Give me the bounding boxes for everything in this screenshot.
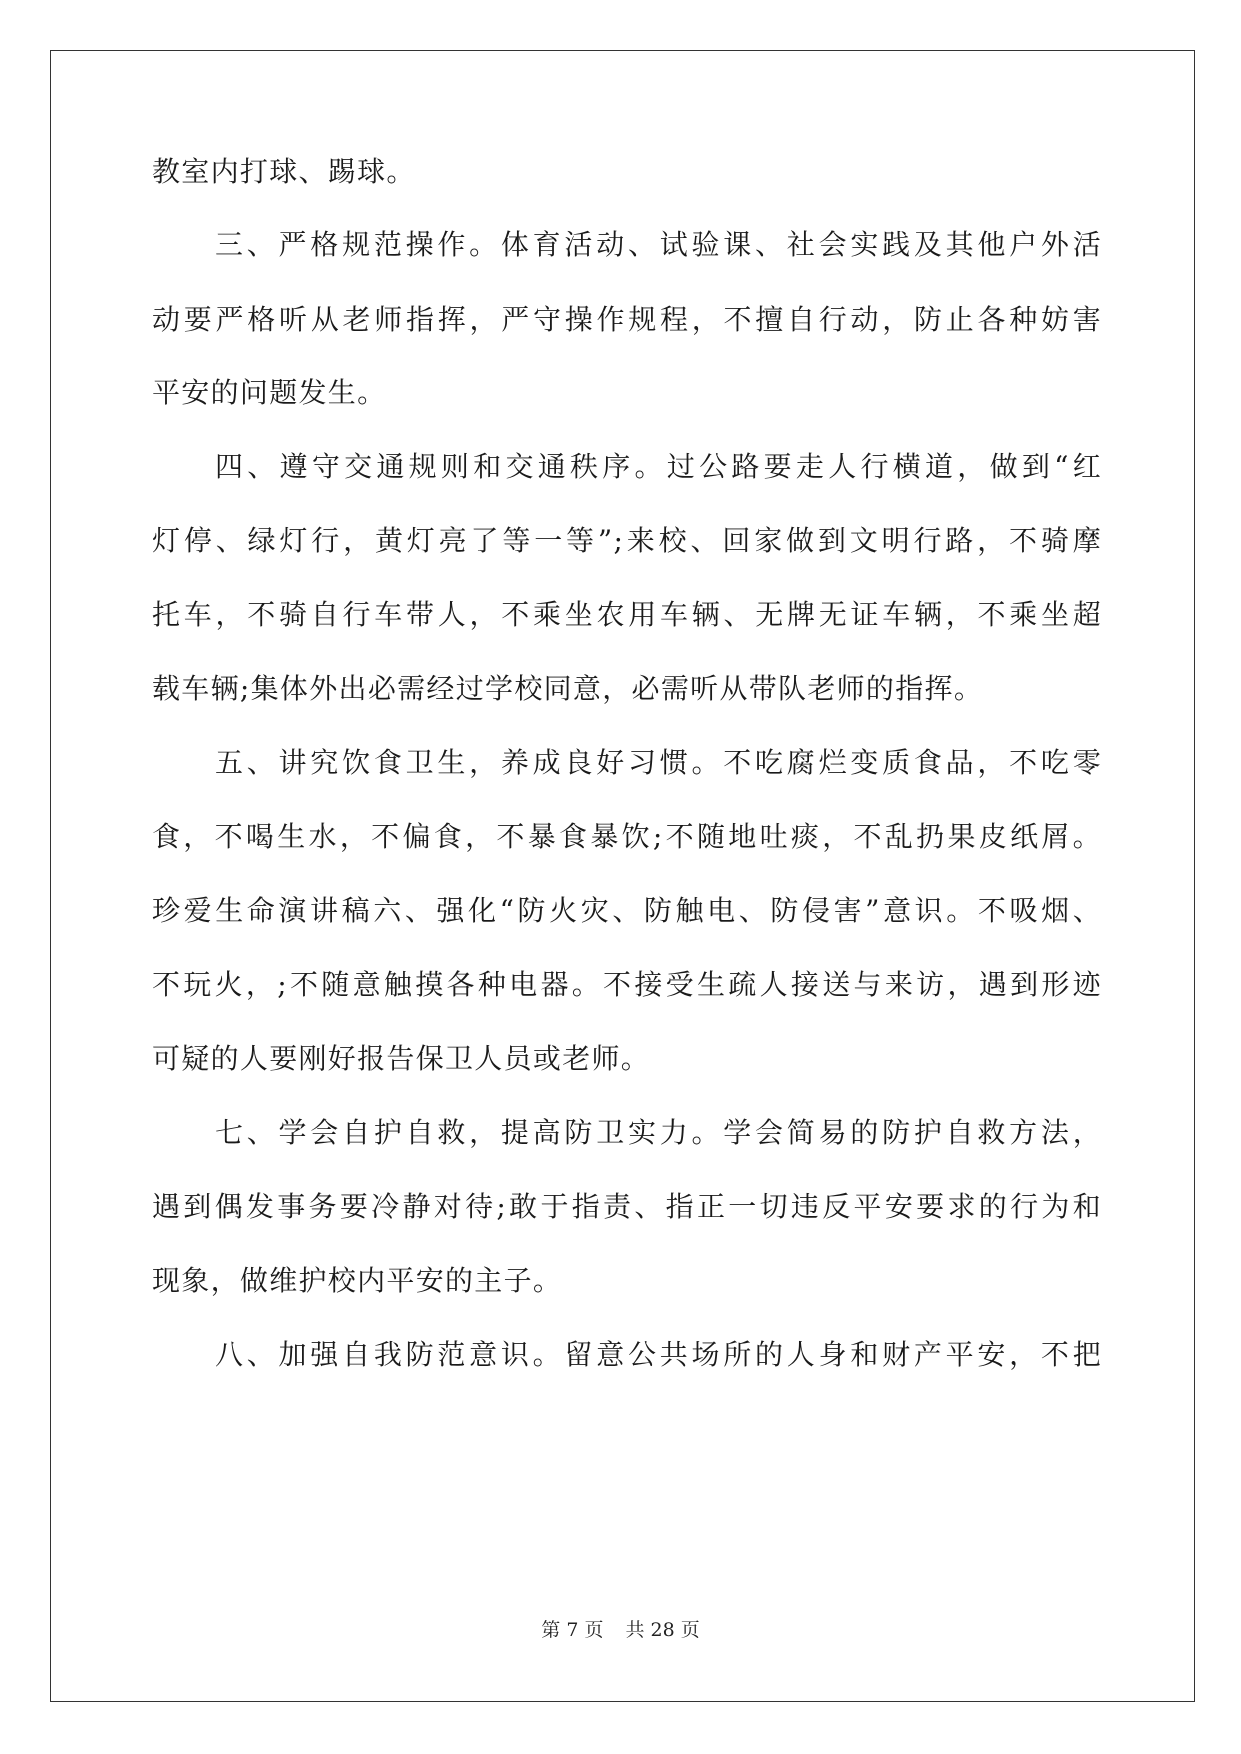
- text-line: 三、严格规范操作。体育活动、试验课、社会实践及其他户外活: [215, 228, 1102, 261]
- text-line: 珍爱生命演讲稿六、强化“防火灾、防触电、防侵害”意识。不吸烟、: [152, 894, 1102, 927]
- page-footer: [0, 1618, 1241, 1642]
- page-total: 共 28 页: [625, 1619, 700, 1641]
- text-line: 托车，不骑自行车带人，不乘坐农用车辆、无牌无证车辆，不乘坐超: [152, 598, 1102, 631]
- text-line: 食，不喝生水，不偏食，不暴食暴饮;不随地吐痰，不乱扔果皮纸屑。: [152, 820, 1102, 853]
- page-border: [50, 50, 1195, 1702]
- text-line: 五、讲究饮食卫生，养成良好习惯。不吃腐烂变质食品，不吃零: [215, 746, 1102, 779]
- text-line: 载车辆;集体外出必需经过学校同意，必需听从带队老师的指挥。: [152, 672, 984, 705]
- text-line: 教室内打球、踢球。: [152, 155, 416, 188]
- text-line: 动要严格听从老师指挥，严守操作规程，不擅自行动，防止各种妨害: [152, 303, 1102, 336]
- text-line: 灯停、绿灯行，黄灯亮了等一等”;来校、回家做到文明行路，不骑摩: [152, 524, 1102, 557]
- text-line: 四、遵守交通规则和交通秩序。过公路要走人行横道，做到“红: [215, 450, 1102, 483]
- text-line: 现象，做维护校内平安的主子。: [152, 1264, 563, 1297]
- text-line: 可疑的人要刚好报告保卫人员或老师。: [152, 1042, 651, 1075]
- text-line: 遇到偶发事务要冷静对待;敢于指责、指正一切违反平安要求的行为和: [152, 1190, 1102, 1223]
- page-number: 第 7 页: [541, 1619, 604, 1641]
- text-line: 八、加强自我防范意识。留意公共场所的人身和财产平安，不把: [215, 1338, 1102, 1371]
- text-line: 不玩火，;不随意触摸各种电器。不接受生疏人接送与来访，遇到形迹: [152, 968, 1102, 1001]
- text-line: 七、学会自护自救，提高防卫实力。学会简易的防护自救方法，: [215, 1116, 1102, 1149]
- text-line: 平安的问题发生。: [152, 376, 387, 409]
